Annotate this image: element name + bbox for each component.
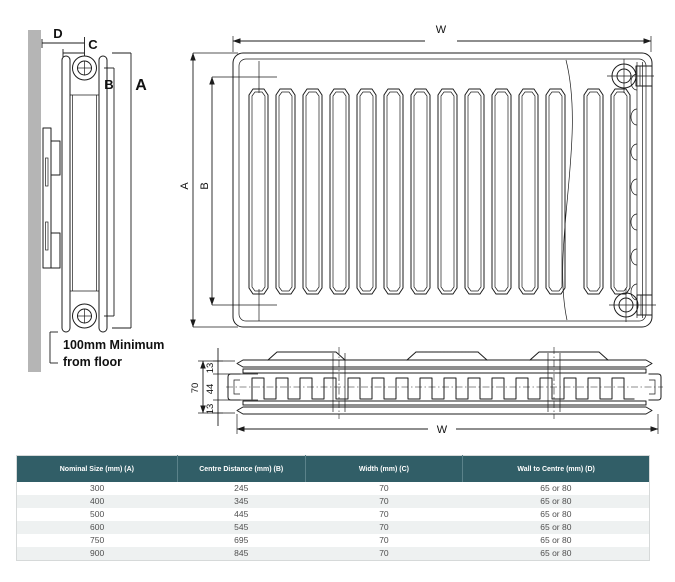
dim-label-70: 70 [190,382,201,394]
table-cell: 750 [90,535,105,545]
floor-clearance [50,332,164,369]
table-cell: 70 [379,509,389,519]
table-row [17,534,650,547]
dim-label-44: 44 [205,383,216,395]
dim-label-b-front: B [199,182,211,190]
dimension-c [63,37,98,57]
table-cell: 70 [305,495,463,508]
table-row [17,547,650,561]
panel-grooves [249,89,630,294]
table-cell: 400 [17,495,178,508]
table-cell: 545 [177,521,305,534]
floor-note-line1: 100mm Minimum [63,338,165,352]
column-header-centre-distance: Centre Distance (mm) (B) [177,456,305,483]
dim-label-13-bottom: 13 [205,403,216,415]
dim-label-a-side: A [135,77,147,94]
table-cell: 65 or 80 [463,547,650,561]
table-cell: 695 [234,535,249,545]
column-header-nominal-size: Nominal Size (mm) (A) [17,456,178,483]
valve-top-icon [73,56,97,80]
table-cell: 65 or 80 [540,483,572,493]
table-cell: 70 [379,535,389,545]
wall [28,30,41,372]
valve-bottom-icon [73,304,97,328]
column-header-wall-to-centre: Wall to Centre (mm) (D) [463,456,650,483]
table-header-row [17,456,650,483]
dimension-a-side [112,53,147,328]
side-view [28,26,164,372]
table-cell: 845 [177,547,305,561]
dimension-w-section [237,414,658,436]
table-row [17,482,650,495]
table-cell: 65 or 80 [540,509,572,519]
dimension-w-front [233,24,651,52]
dimension-b-side [104,68,114,316]
dimensions-table [16,455,650,561]
dim-label-b-side: B [104,77,114,92]
radiator-side-profile [62,56,107,332]
column-header-width: Width (mm) (C) [305,456,463,483]
tapping-top-right-icon [607,59,654,93]
table-cell: 900 [17,547,178,561]
table-cell: 65 or 80 [463,521,650,534]
wall-bracket-icon [43,128,60,268]
table-cell: 70 [305,521,463,534]
convector-fins [252,378,634,399]
table-cell: 600 [17,521,178,534]
dim-label-w-front: W [435,24,447,36]
dim-label-13-top: 13 [205,362,216,374]
table-row [17,521,650,534]
table-cell: 300 [90,483,105,493]
table-row [17,495,650,508]
convector-edge [631,62,643,318]
table-row [17,508,650,521]
table-cell: 445 [234,509,249,519]
dim-label-w-section: W [436,424,448,436]
dim-label-a-front: A [179,182,191,190]
table-cell: 245 [234,483,249,493]
table-cell: 500 [90,509,105,519]
break-line [563,60,573,320]
floor-note-line2: from floor [63,355,123,369]
front-view [179,24,656,327]
tapping-bottom-right-icon [609,288,656,322]
table-cell: 65 or 80 [540,535,572,545]
table-cell: 70 [379,483,389,493]
dim-label-d: D [53,26,63,41]
table-cell: 345 [177,495,305,508]
section-view [190,347,663,436]
table-cell: 65 or 80 [463,495,650,508]
table-cell: 70 [305,547,463,561]
dim-label-c: C [88,37,98,52]
mounting-brackets [268,352,608,360]
